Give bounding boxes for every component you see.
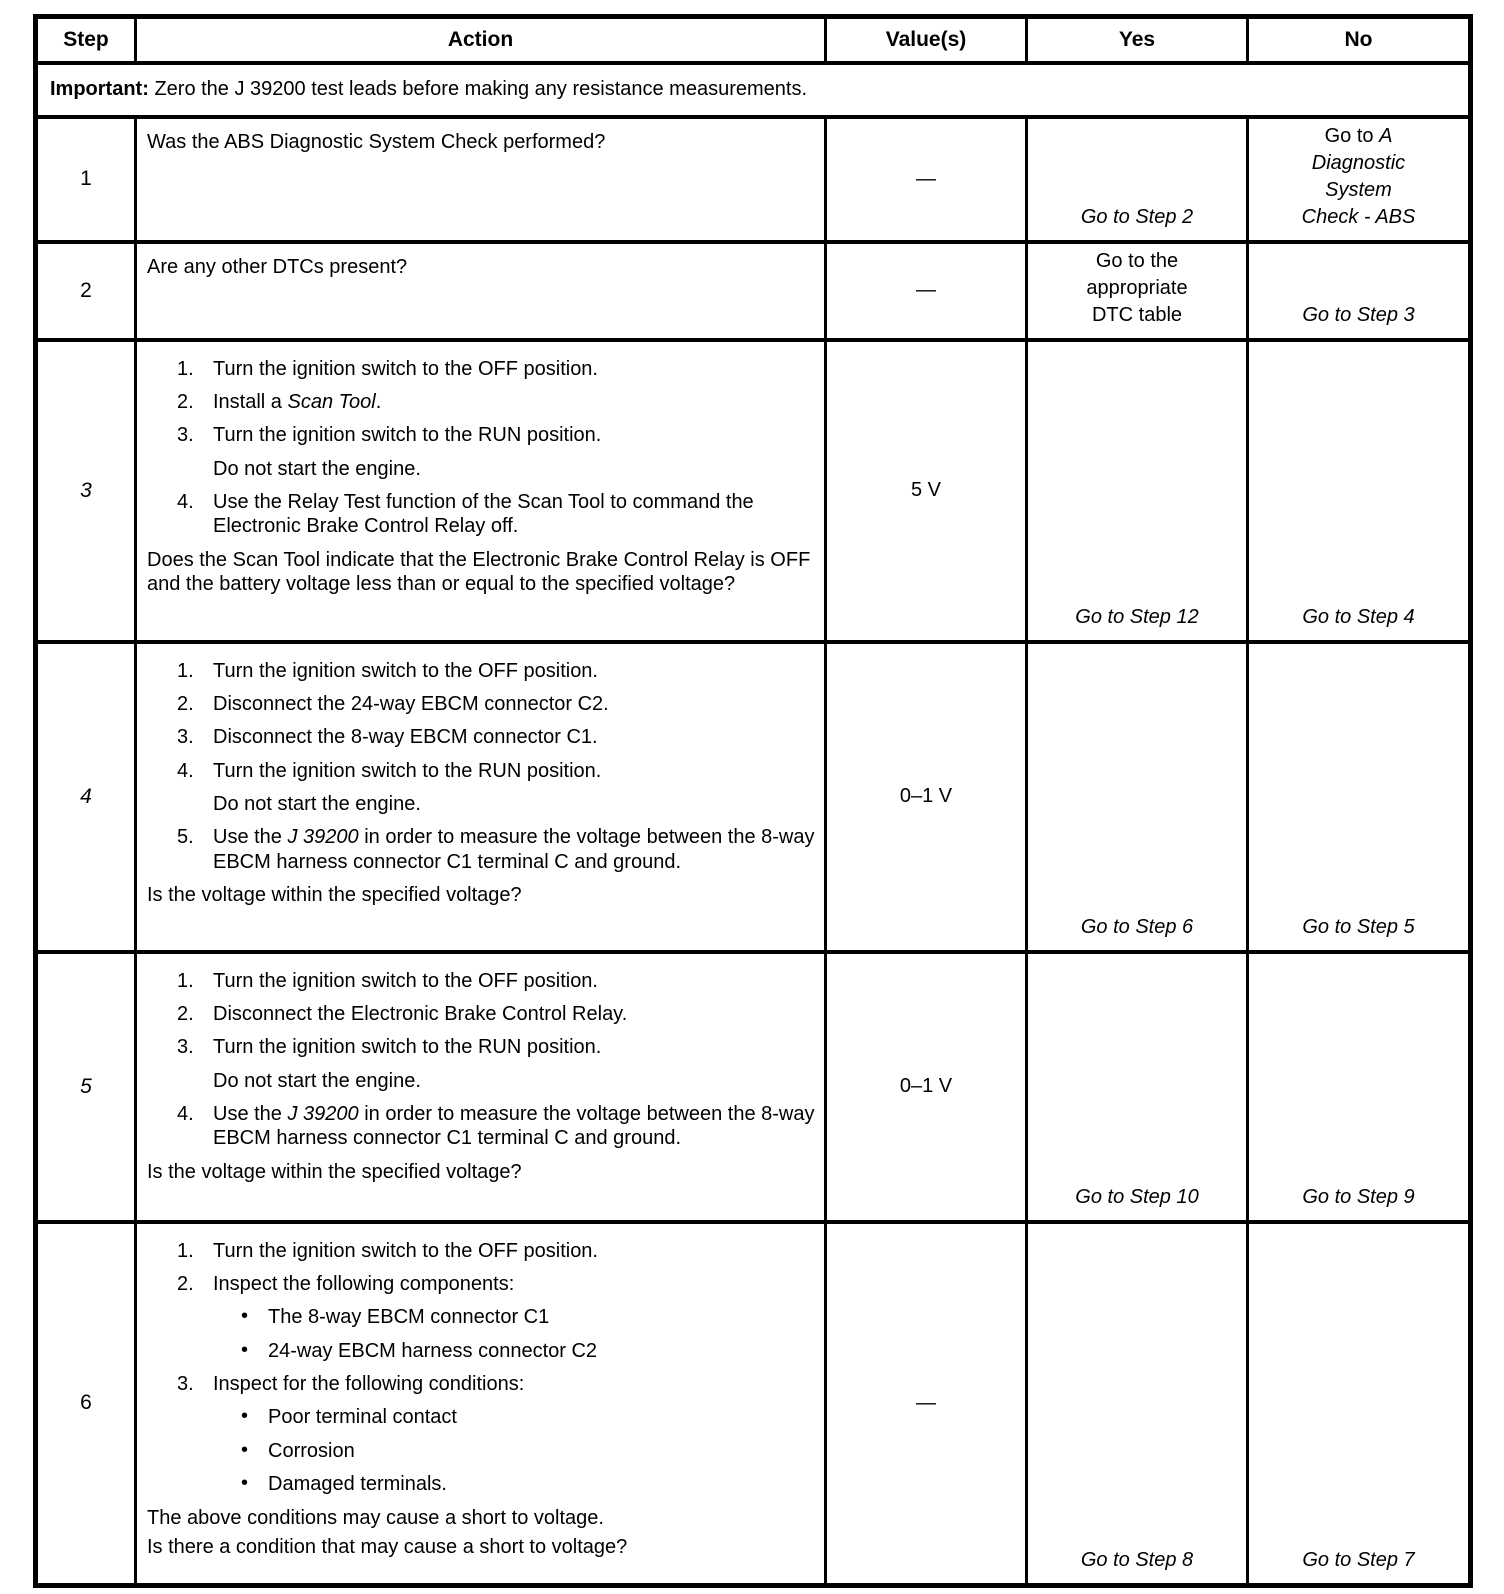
goto-line (1253, 123, 1464, 150)
bullet-icon: • (241, 1338, 249, 1361)
action-cont (137, 792, 818, 816)
italic-text: Go to Step 3 (1302, 303, 1415, 326)
action-para (137, 548, 818, 596)
text: Use the (213, 1103, 288, 1126)
goto-line (1253, 204, 1464, 231)
text: Damaged terminals. (268, 1473, 447, 1496)
header-yes: Yes (1027, 17, 1248, 63)
goto-line (1253, 1547, 1464, 1574)
step-row-5 (36, 952, 1471, 1222)
text: Inspect the following components: (213, 1272, 515, 1295)
action-bullet (137, 1305, 818, 1329)
list-number: 3. (177, 424, 194, 447)
text: Use the Relay Test function of the Scan Tool to command the Electronic Brake Control Relay off. (213, 491, 754, 538)
italic-text: A (1379, 124, 1393, 147)
value-cell: — (826, 117, 1027, 242)
step-row-2 (36, 242, 1471, 340)
list-number: 1. (177, 969, 194, 992)
important-label: Important: (50, 78, 149, 100)
action-para (137, 130, 818, 154)
italic-text: J 39200 (287, 1103, 359, 1126)
text: Are any other DTCs present? (147, 255, 408, 278)
text: Use the (213, 826, 288, 849)
bullet-icon: • (241, 1472, 249, 1495)
header-row (36, 17, 1471, 63)
no-cell (1248, 1222, 1471, 1586)
step-number: 4 (36, 642, 136, 952)
goto-line (1253, 177, 1464, 204)
action-item (137, 759, 818, 783)
text: Is the voltage within the specified voltage? (147, 884, 522, 907)
yes-cell (1027, 642, 1248, 952)
goto-line (1253, 302, 1464, 329)
text: DTC table (1091, 303, 1183, 326)
value-cell: 0–1 V (826, 642, 1027, 952)
goto-line (1032, 914, 1242, 941)
text: Go to the (1095, 249, 1179, 272)
goto-line (1253, 150, 1464, 177)
goto-line (1032, 248, 1242, 275)
action-bullet (137, 1339, 818, 1363)
header-step: Step (36, 17, 136, 63)
action-item (137, 490, 818, 539)
action-item (137, 423, 818, 447)
important-row (36, 63, 1471, 117)
value-cell: 5 V (826, 340, 1027, 642)
text: Turn the ignition switch to the RUN position. (213, 759, 602, 782)
text: appropriate (1086, 276, 1188, 299)
action-bullet (137, 1472, 818, 1496)
step-number: 2 (36, 242, 136, 340)
step-number: 3 (36, 340, 136, 642)
action-para (137, 255, 818, 279)
italic-text: J 39200 (287, 826, 359, 849)
action-bullet (137, 1405, 818, 1429)
italic-text: Go to Step 5 (1302, 915, 1415, 938)
action-para (137, 883, 818, 907)
text: Turn the ignition switch to the OFF position. (213, 969, 598, 992)
no-cell (1248, 340, 1471, 642)
text: Is there a condition that may cause a short to voltage? (147, 1535, 628, 1558)
action-item (137, 1272, 818, 1296)
list-number: 3. (177, 1373, 194, 1396)
italic-text: Check - ABS (1301, 205, 1416, 228)
action-cell (136, 1222, 826, 1586)
list-number: 2. (177, 692, 194, 715)
text: The above conditions may cause a short to voltage. (147, 1506, 604, 1529)
no-cell (1248, 117, 1471, 242)
italic-text: Scan Tool (287, 390, 376, 413)
important-text: Zero the J 39200 test leads before making any resistance measurements. (148, 78, 808, 100)
yes-cell (1027, 1222, 1248, 1586)
diagnostic-table (33, 14, 1473, 1588)
text: Go to (1324, 124, 1380, 147)
step-number: 6 (36, 1222, 136, 1586)
italic-text: Go to Step 12 (1075, 605, 1199, 628)
action-bullet (137, 1439, 818, 1463)
text: Corrosion (268, 1439, 355, 1462)
text: Turn the ignition switch to the RUN position. (213, 1036, 602, 1059)
list-number: 2. (177, 1272, 194, 1295)
text: Turn the ignition switch to the OFF position. (213, 659, 598, 682)
bullet-icon: • (241, 1438, 249, 1461)
list-number: 4. (177, 759, 194, 782)
bullet-icon: • (241, 1305, 249, 1328)
value-cell: 0–1 V (826, 952, 1027, 1222)
goto-line (1032, 1547, 1242, 1574)
yes-cell (1027, 117, 1248, 242)
text: Turn the ignition switch to the OFF position. (213, 1239, 598, 1262)
step-row-4 (36, 642, 1471, 952)
no-cell (1248, 952, 1471, 1222)
action-item (137, 1372, 818, 1396)
text: in order to measure the voltage between the 8-way EBCM harness connector C1 terminal C and ground. (213, 1103, 815, 1150)
goto-line (1032, 302, 1242, 329)
no-cell (1248, 642, 1471, 952)
action-item (137, 357, 818, 381)
yes-cell (1027, 952, 1248, 1222)
list-number: 5. (177, 826, 194, 849)
action-item (137, 825, 818, 874)
action-item (137, 659, 818, 683)
list-number: 1. (177, 659, 194, 682)
goto-line (1032, 204, 1242, 231)
text: Disconnect the 24-way EBCM connector C2. (213, 692, 609, 715)
italic-text: Diagnostic (1311, 151, 1406, 174)
list-number: 4. (177, 1103, 194, 1126)
step-row-1 (36, 117, 1471, 242)
list-number: 3. (177, 726, 194, 749)
step-row-3 (36, 340, 1471, 642)
italic-text: Go to Step 4 (1302, 605, 1415, 628)
action-item (137, 1002, 818, 1026)
action-item (137, 390, 818, 414)
table-body (36, 63, 1471, 1586)
action-cell (136, 952, 826, 1222)
value-cell: — (826, 242, 1027, 340)
text: Turn the ignition switch to the RUN position. (213, 424, 602, 447)
important-cell (36, 63, 1471, 117)
text: Do not start the engine. (213, 793, 421, 816)
action-item (137, 692, 818, 716)
step-number: 5 (36, 952, 136, 1222)
action-cell (136, 242, 826, 340)
italic-text: System (1325, 178, 1392, 201)
text: 24-way EBCM harness connector C2 (268, 1339, 598, 1362)
text: Is the voltage within the specified voltage? (147, 1160, 522, 1183)
goto-line (1253, 1184, 1464, 1211)
action-cell (136, 117, 826, 242)
header-action: Action (136, 17, 826, 63)
action-cell (136, 340, 826, 642)
bullet-icon: • (241, 1405, 249, 1428)
goto-line (1253, 604, 1464, 631)
text: . (375, 390, 382, 413)
text: Inspect for the following conditions: (213, 1373, 525, 1396)
header-values: Value(s) (826, 17, 1027, 63)
yes-cell (1027, 340, 1248, 642)
step-row-6 (36, 1222, 1471, 1586)
text: in order to measure the voltage between the 8-way EBCM harness connector C1 terminal C and ground. (213, 826, 815, 873)
action-para (137, 1506, 818, 1530)
list-number: 2. (177, 1002, 194, 1025)
goto-line (1032, 275, 1242, 302)
value-cell: — (826, 1222, 1027, 1586)
goto-line (1032, 1184, 1242, 1211)
action-item (137, 969, 818, 993)
text: Do not start the engine. (213, 1069, 421, 1092)
yes-cell (1027, 242, 1248, 340)
italic-text: Go to Step 7 (1302, 1549, 1415, 1571)
italic-text: Go to Step 8 (1080, 1549, 1194, 1571)
text: Poor terminal contact (268, 1406, 457, 1429)
action-cont (137, 1069, 818, 1093)
action-para (137, 1535, 818, 1559)
list-number: 1. (177, 1239, 194, 1262)
italic-text: Go to Step 2 (1080, 205, 1194, 228)
text: Disconnect the 8-way EBCM connector C1. (213, 726, 598, 749)
italic-text: Go to Step 9 (1302, 1185, 1415, 1208)
list-number: 1. (177, 357, 194, 380)
goto-line (1032, 604, 1242, 631)
text: Disconnect the Electronic Brake Control Relay. (213, 1002, 628, 1025)
text: Does the Scan Tool indicate that the Electronic Brake Control Relay is OFF and the battery voltage less than or equal to the specified voltage? (147, 548, 811, 595)
italic-text: Go to Step 6 (1080, 915, 1194, 938)
action-item (137, 725, 818, 749)
action-para (137, 1160, 818, 1184)
step-number: 1 (36, 117, 136, 242)
text: Install a (213, 390, 288, 413)
text: The 8-way EBCM connector C1 (268, 1306, 550, 1329)
text: Was the ABS Diagnostic System Check performed? (147, 130, 606, 153)
action-cell (136, 642, 826, 952)
action-item (137, 1035, 818, 1059)
text: Turn the ignition switch to the OFF position. (213, 357, 598, 380)
list-number: 4. (177, 491, 194, 514)
action-item (137, 1102, 818, 1151)
text: Do not start the engine. (213, 457, 421, 480)
italic-text: Go to Step 10 (1075, 1185, 1199, 1208)
no-cell (1248, 242, 1471, 340)
goto-line (1253, 914, 1464, 941)
action-item (137, 1239, 818, 1263)
list-number: 2. (177, 390, 194, 413)
action-cont (137, 457, 818, 481)
list-number: 3. (177, 1036, 194, 1059)
header-no: No (1248, 17, 1471, 63)
